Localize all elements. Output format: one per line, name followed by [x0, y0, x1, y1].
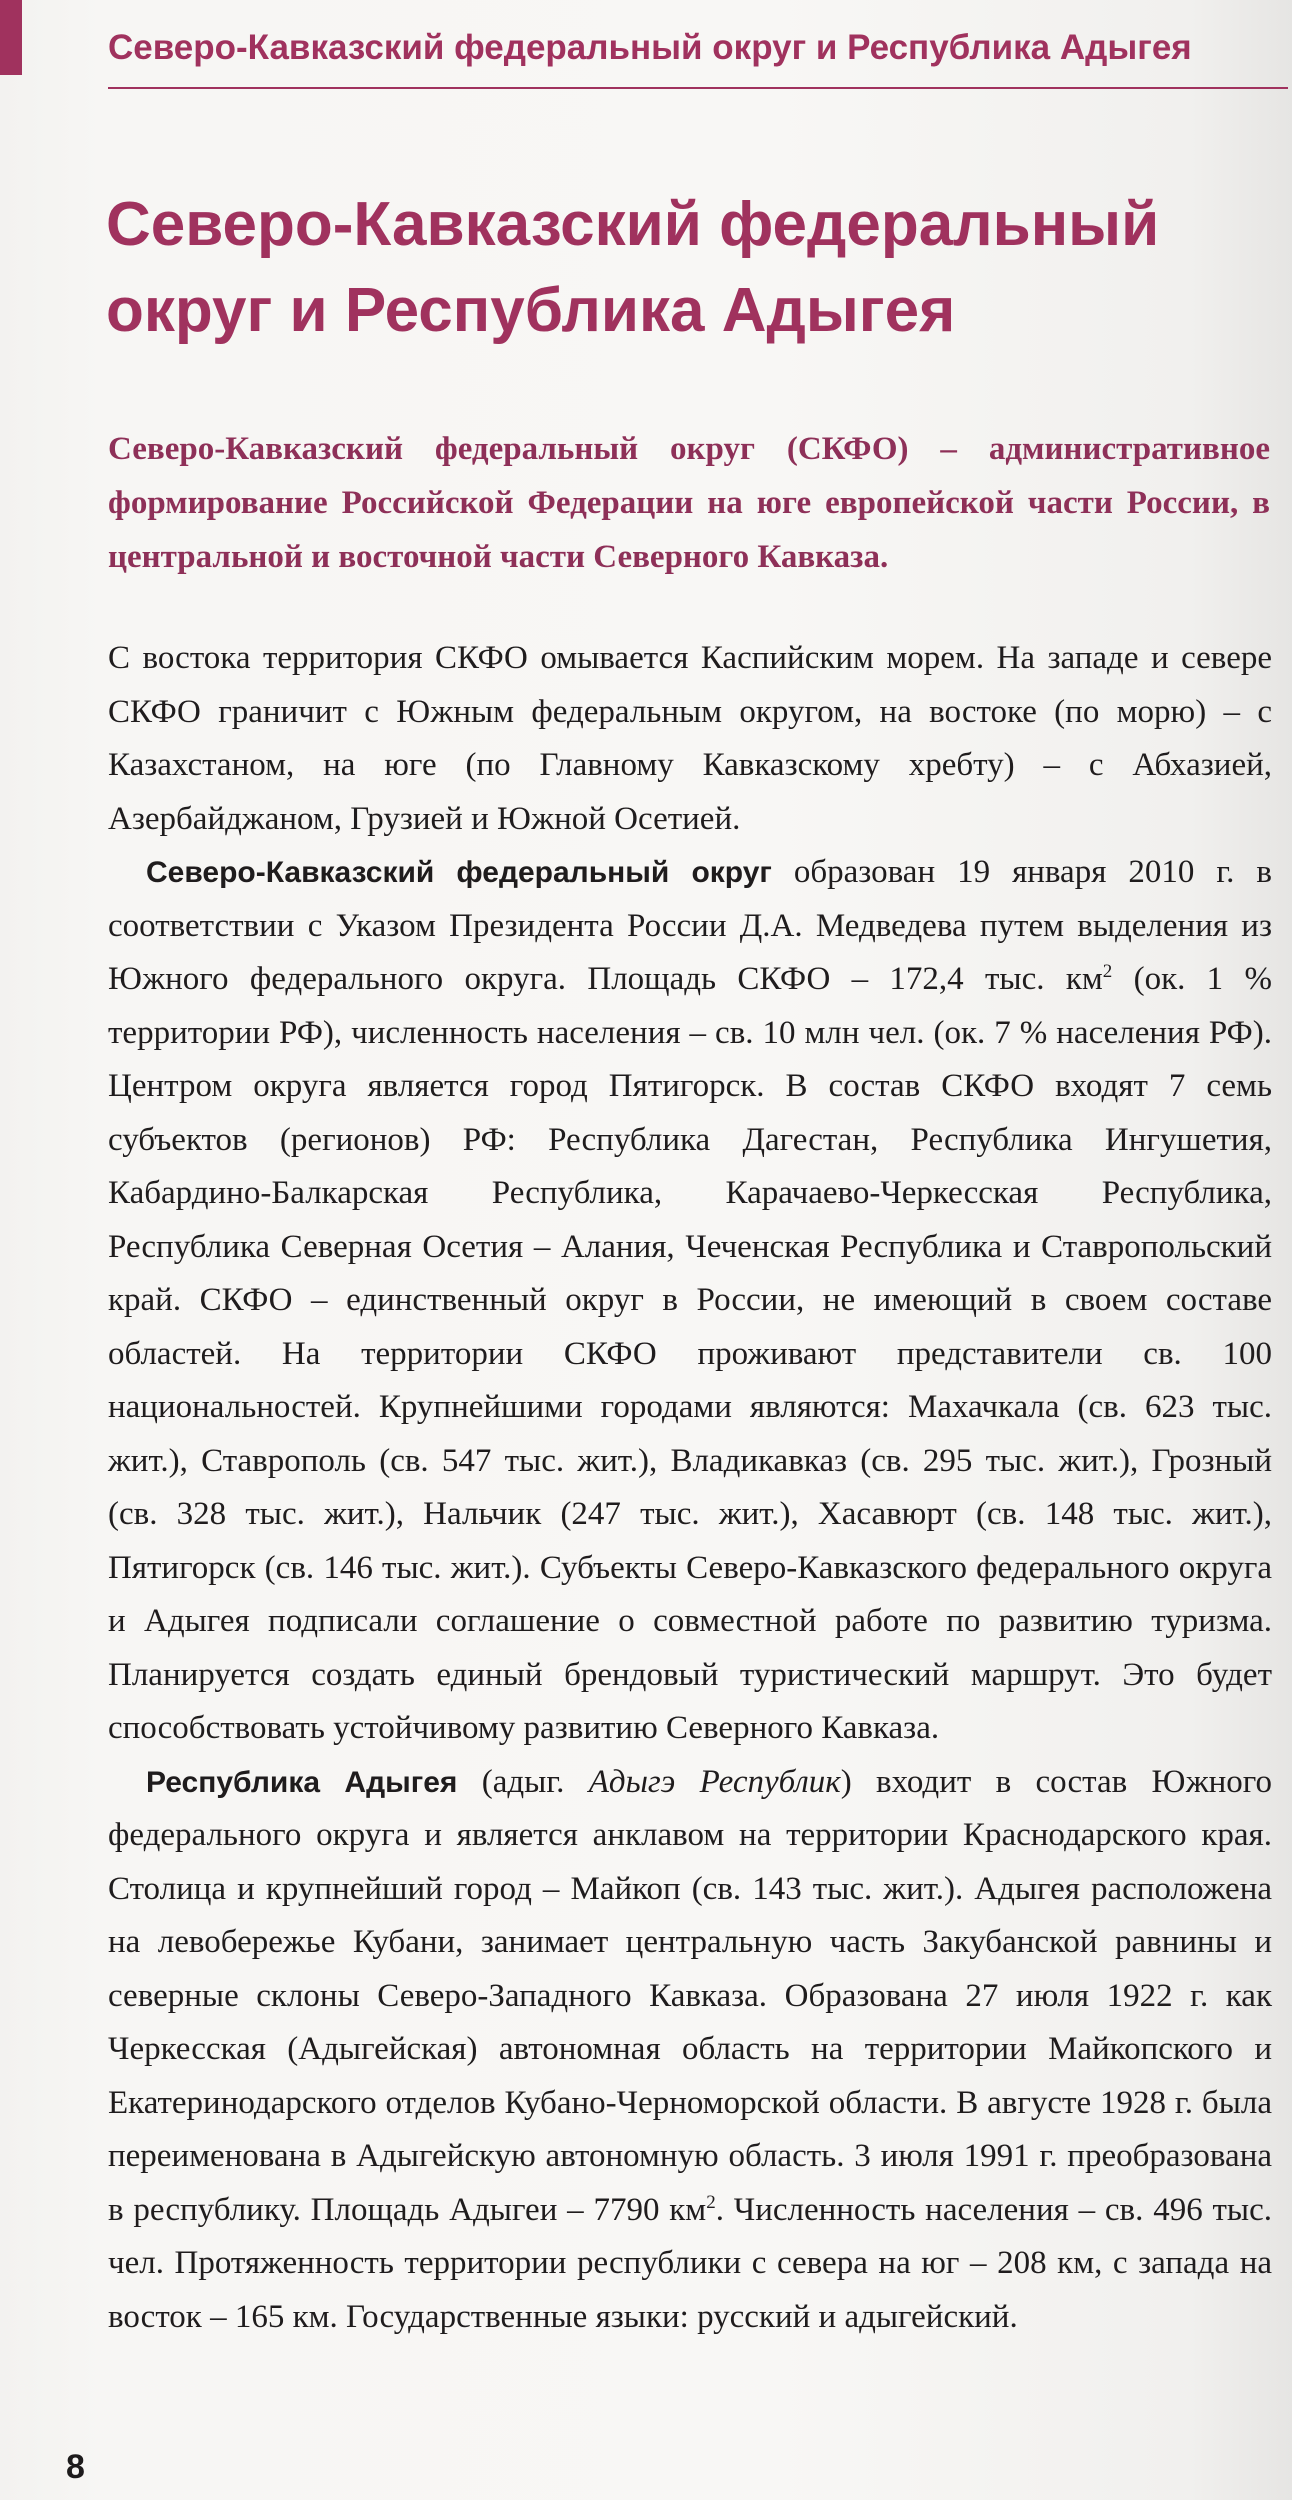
term-skfo: Северо-Кавказский федеральный округ — [146, 856, 772, 889]
paragraph-adygea-text-a: (адыг. — [457, 1763, 589, 1800]
superscript-area-unit-2: 2 — [706, 2191, 716, 2213]
paragraph-skfo-text-a: образован 19 января 2010 г. в соответствии с Указом Президента России Д.А. Медведева путем выделения из Южного федерального округа. Площадь СКФО – 172,4 тыс. км — [108, 854, 1272, 997]
adyghe-name-italic: Адыгэ Республик — [588, 1763, 841, 1800]
page-title — [106, 182, 1266, 354]
page-title-line-2: округ и Республика Адыгея — [106, 276, 956, 345]
paragraph-skfo-text-b: (ок. 1 % территории РФ), численность населения – св. 10 млн чел. (ок. 7 % населения РФ). Центром округа является город Пятигорск. В состав СКФО входят 7 семь субъектов (регионов) РФ: Республика Дагестан, Республика Ингушетия, Кабардино-Балкарская Республика, Карачаево-Черкесская Республика, Республика Северная Осетия – Алания, Чеченская Республика и Ставропольский край. СКФО – единственный округ в России, не имеющий в своем составе областей. На территории СКФО проживают представители св. 100 национальностей. Крупнейшими городами являются: Махачкала (св. 623 тыс. жит.), Ставрополь (св. 547 тыс. жит.), Владикавказ (св. 295 тыс. жит.), Грозный (св. 328 тыс. жит.), Нальчик (247 тыс. жит.), Хасавюрт (св. 148 тыс. жит.), Пятигорск (св. 146 тыс. жит.). Субъекты Северо-Кавказского федерального округа и Адыгея подписали соглашение о совместной работе по развитию туризма. Планируется создать единый брендовый туристический маршрут. Это будет способствовать устойчивому развитию Северного Кавказа. — [108, 961, 1272, 1746]
paragraph-adygea-text-b: ) входит в состав Южного федерального округа и является анклавом на территории Краснодарского края. Столица и крупнейший город – Майкоп (св. 143 тыс. жит.). Адыгея расположена на левобережье Кубани, занимает центральную часть Закубанской равнины и северные склоны Северо-Западного Кавказа. Образована 27 июля 1922 г. как Черкесская (Адыгейская) автономная область на территории Майкопского и Екатеринодарского отделов Кубано-Черноморской области. В августе 1928 г. была переименована в Адыгейскую автономную область. 3 июля 1991 г. преобразована в республику. Площадь Адыгеи – 7790 км — [108, 1763, 1272, 2228]
header-rule — [108, 87, 1288, 89]
page-title-line-1: Северо-Кавказский федеральный — [106, 190, 1160, 259]
superscript-area-unit: 2 — [1102, 961, 1113, 982]
paragraph-adygea-text-c: . Численность населения – св. 496 тыс. чел. Протяженность территории республики с севера на юг – 208 км, с запада на восток – 165 км. Государственные языки: русский и адыгейский. — [108, 2191, 1272, 2335]
lead-paragraph: Северо-Кавказский федеральный округ (СКФО) – административное формирование Российской Федерации на юге европейской части России, в центральной и восточной части Северного Кавказа. — [108, 431, 1270, 575]
chapter-tab-marker — [0, 0, 22, 75]
term-adygea: Республика Адыгея — [146, 1765, 458, 1799]
body-text — [108, 632, 1272, 2344]
paragraph-adygea — [108, 1756, 1272, 2345]
paragraph-skfo — [108, 846, 1272, 1756]
page-number: 8 — [66, 2448, 85, 2486]
running-head: Северо-Кавказский федеральный округ и Республика Адыгея — [108, 28, 1192, 67]
paragraph-borders: С востока территория СКФО омывается Каспийским морем. На западе и севере СКФО граничит с Южным федеральным округом, на востоке (по морю) – с Казахстаном, на юге (по Главному Кавказскому хребту) – с Абхазией, Азербайджаном, Грузией и Южной Осетией. — [108, 640, 1272, 837]
